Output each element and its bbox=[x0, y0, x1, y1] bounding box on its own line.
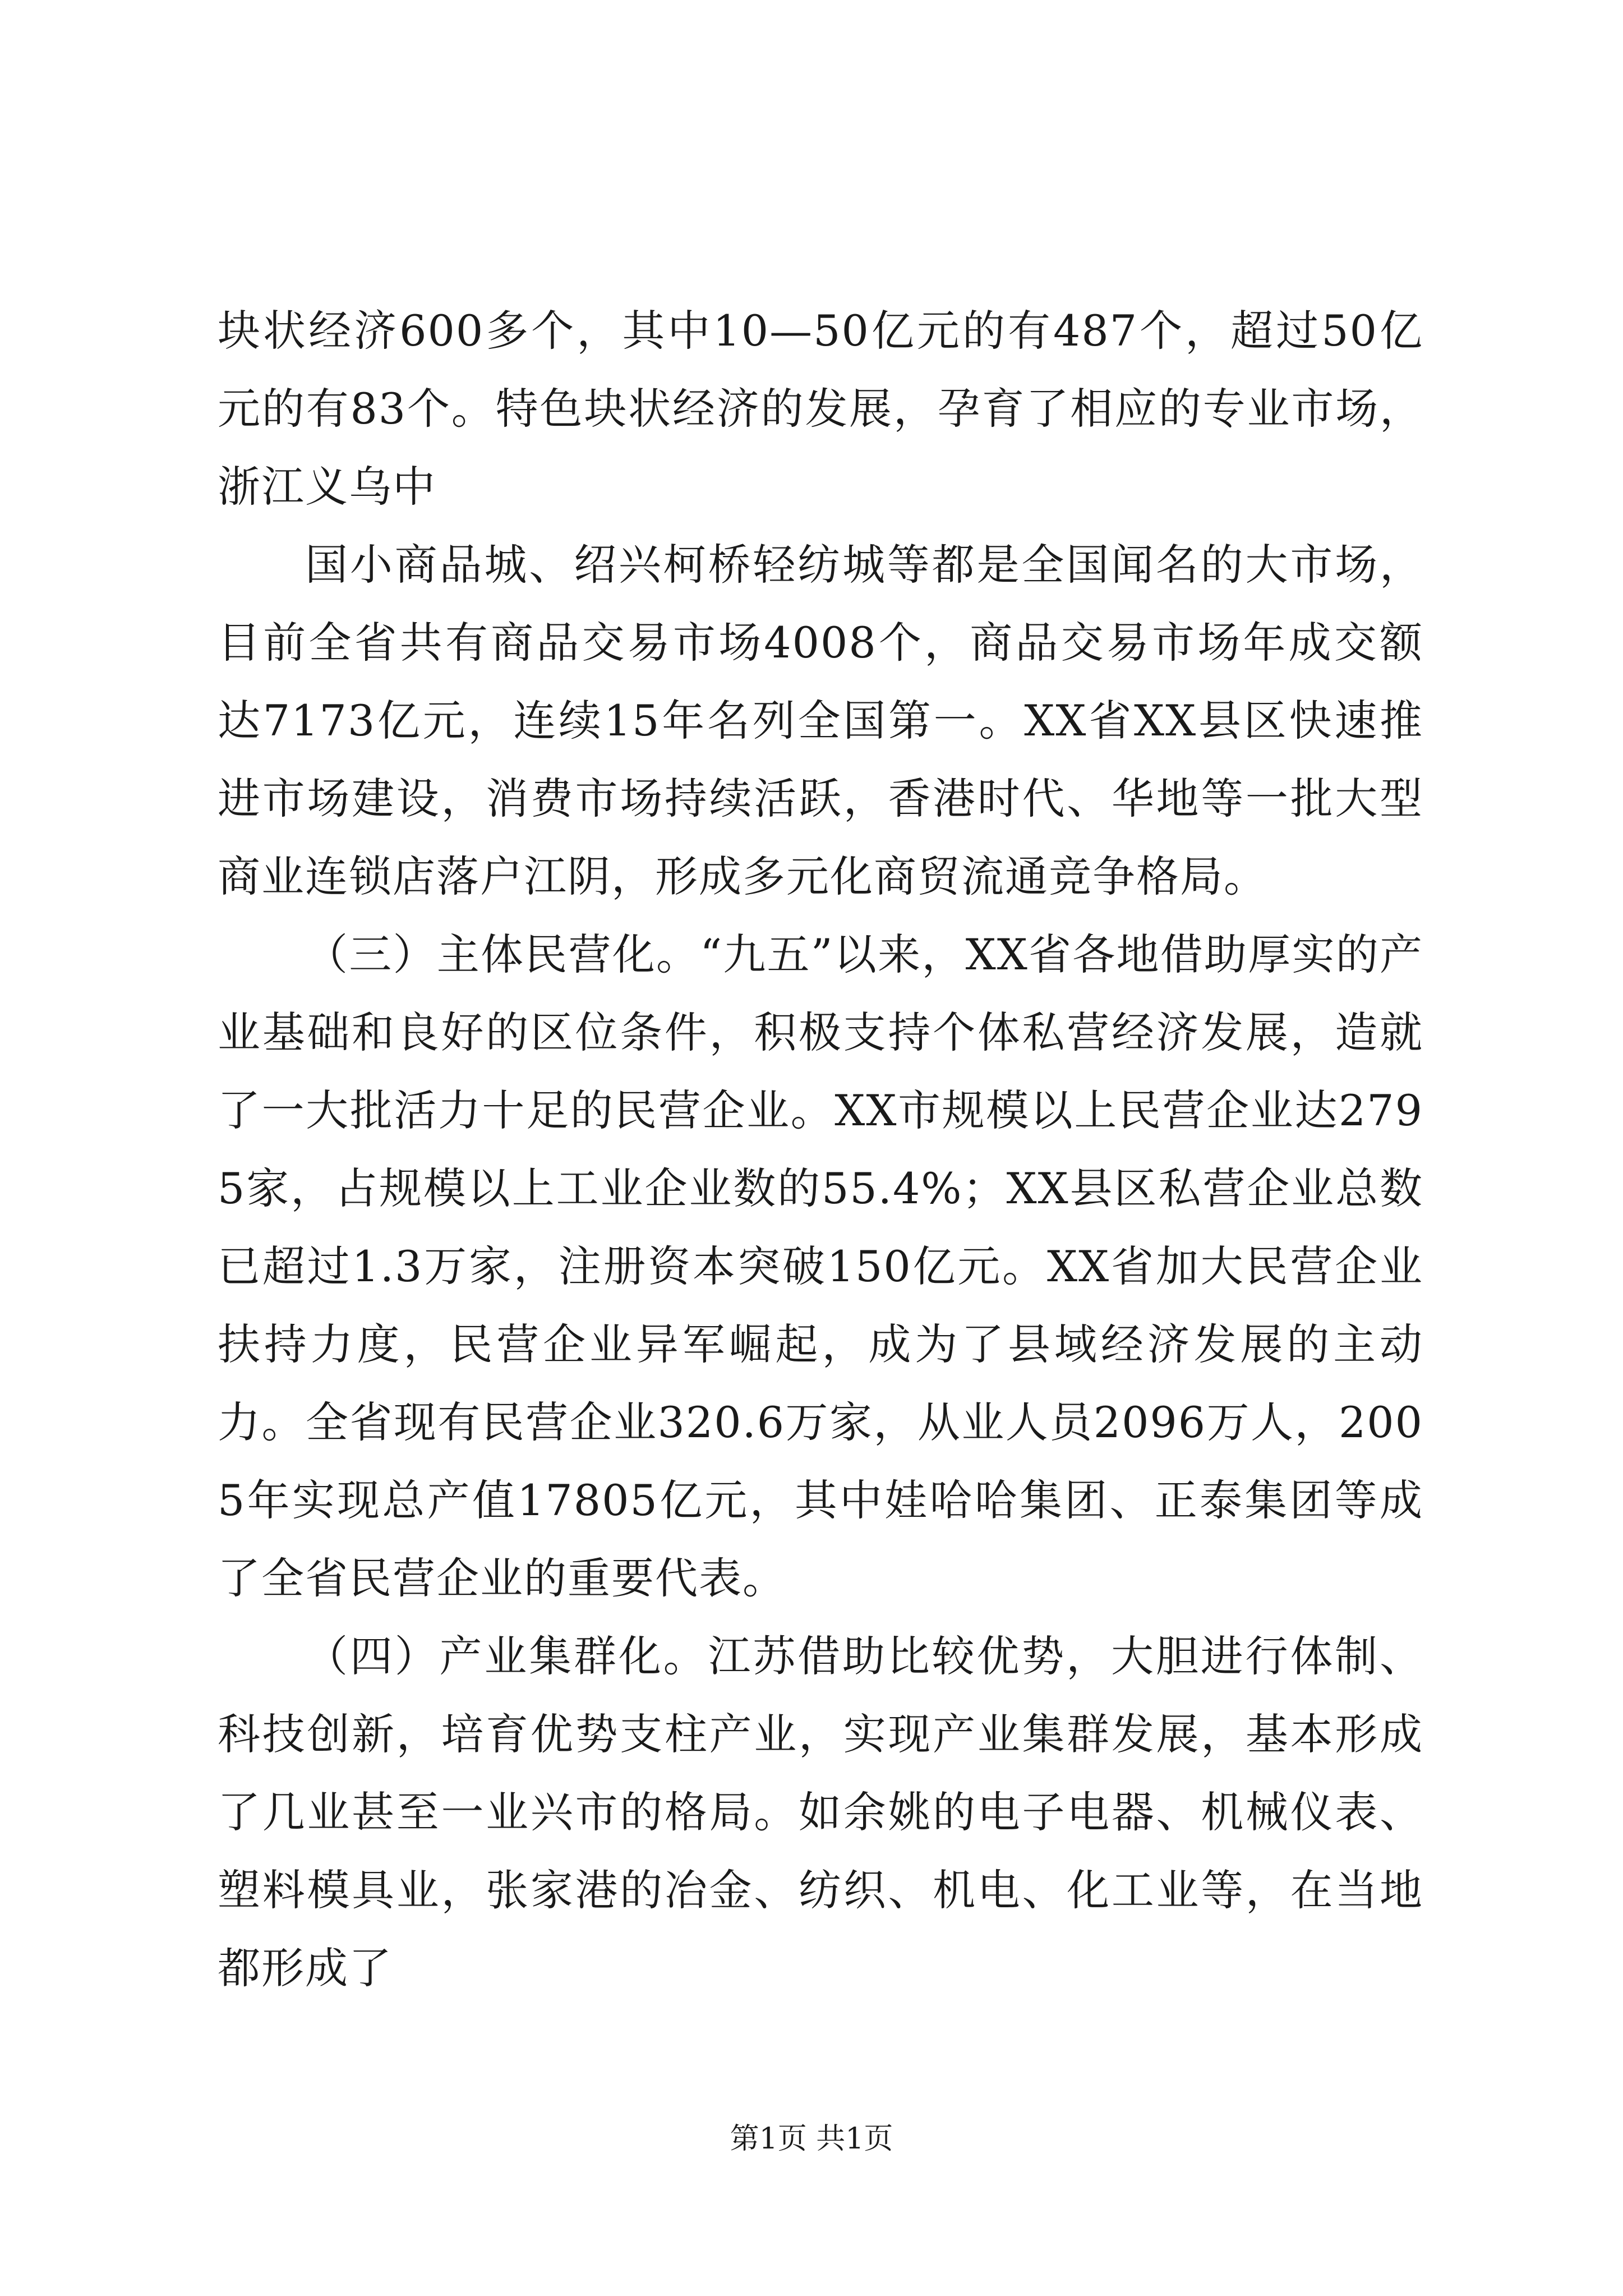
paragraph-2: 国小商品城、绍兴柯桥轻纺城等都是全国闻名的大市场，目前全省共有商品交易市场4008个，商品交易市场年成交额达7173亿元，连续15年名列全国第一。XX省XX县区快速推进市场建设，消费市场持续活跃，香港时代、华地等一批大型商业连锁店落户江阴，形成多元化商贸流通竞争格局。 bbox=[218, 540, 1423, 901]
paragraph-4: （四）产业集群化。江苏借助比较优势，大胆进行体制、科技创新，培育优势支柱产业，实现产业集群发展，基本形成了几业甚至一业兴市的格局。如余姚的电子电器、机械仪表、塑料模具业，张家港的冶金、纺织、机电、化工业等，在当地都形成了 bbox=[218, 1631, 1423, 1993]
paragraph-3: （三）主体民营化。“九五”以来，XX省各地借助厚实的产业基础和良好的区位条件，积极支持个体私营经济发展，造就了一大批活力十足的民营企业。XX市规模以上民营企业达2795家，占规模以上工业企业数的55.4%；XX县区私营企业总数已超过1.3万家，注册资本突破150亿元。XX省加大民营企业扶持力度，民营企业异军崛起，成为了县域经济发展的主动力。全省现有民营企业320.6万家，从业人员2096万人，2005年实现总产值17805亿元，其中娃哈哈集团、正泰集团等成了全省民营企业的重要代表。 bbox=[218, 930, 1423, 1603]
paragraph-1: 块状经济600多个，其中10—50亿元的有487个，超过50亿元的有83个。特色块状经济的发展，孕育了相应的专业市场，浙江义乌中 bbox=[218, 306, 1423, 512]
document-body bbox=[218, 292, 1423, 2007]
page-footer: 第1页 共1页 bbox=[730, 2122, 893, 2156]
